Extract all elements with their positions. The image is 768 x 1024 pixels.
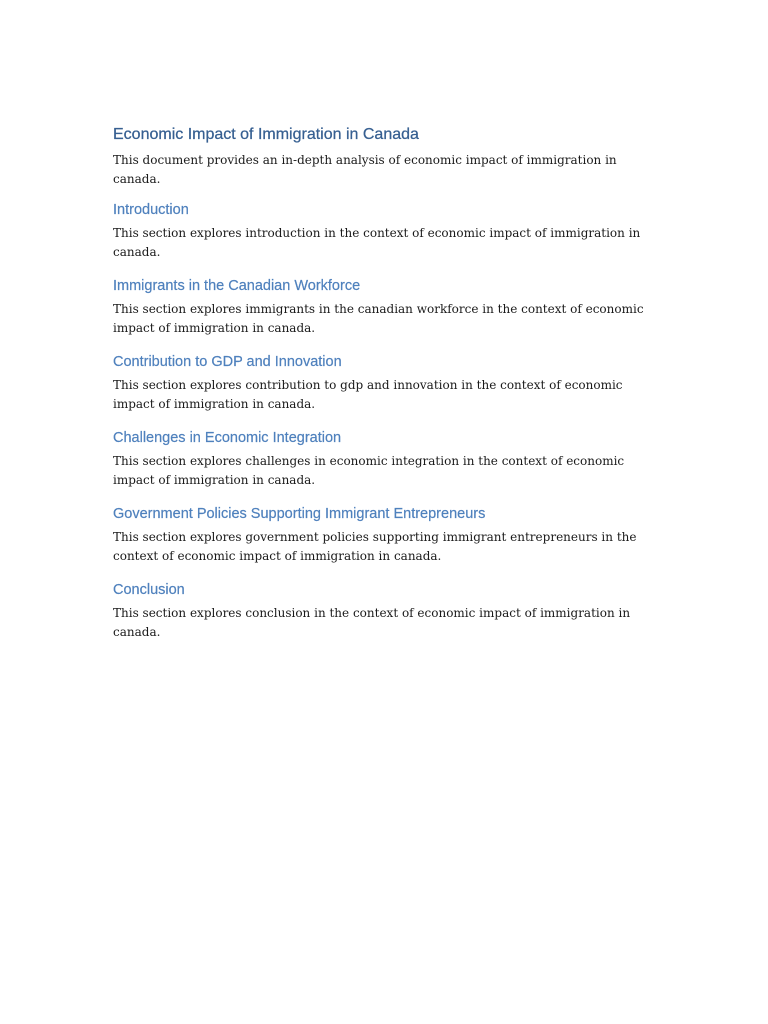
section-gdp-innovation xyxy=(113,353,656,414)
section-body: This section explores immigrants in the canadian workforce in the context of economic impact of immigration in canada. xyxy=(113,302,644,335)
section-heading: Conclusion xyxy=(113,582,185,598)
section-government-policies xyxy=(113,505,656,566)
section-body: This section explores challenges in economic integration in the context of economic impact of immigration in canada. xyxy=(113,454,625,487)
section-conclusion xyxy=(113,581,656,642)
section-economic-integration xyxy=(113,429,656,490)
section-immigrants-workforce xyxy=(113,277,656,338)
document-title: Economic Impact of Immigration in Canada xyxy=(113,126,419,143)
document-intro: This document provides an in-depth analysis of economic impact of immigration in canada. xyxy=(113,153,617,186)
section-heading: Challenges in Economic Integration xyxy=(113,430,342,446)
section-body: This section explores conclusion in the context of economic impact of immigration in canada. xyxy=(113,606,631,639)
section-heading: Immigrants in the Canadian Workforce xyxy=(113,278,361,294)
section-body: This section explores contribution to gdp and innovation in the context of economic impact of immigration in canada. xyxy=(113,378,623,411)
section-body: This section explores introduction in the context of economic impact of immigration in canada. xyxy=(113,226,641,259)
section-heading: Government Policies Supporting Immigrant Entrepreneurs xyxy=(113,506,486,522)
section-heading: Contribution to GDP and Innovation xyxy=(113,354,342,370)
section-introduction xyxy=(113,201,656,262)
section-body: This section explores government policies supporting immigrant entrepreneurs in the context of economic impact of immigration in canada. xyxy=(113,530,637,563)
section-heading: Introduction xyxy=(113,202,189,218)
